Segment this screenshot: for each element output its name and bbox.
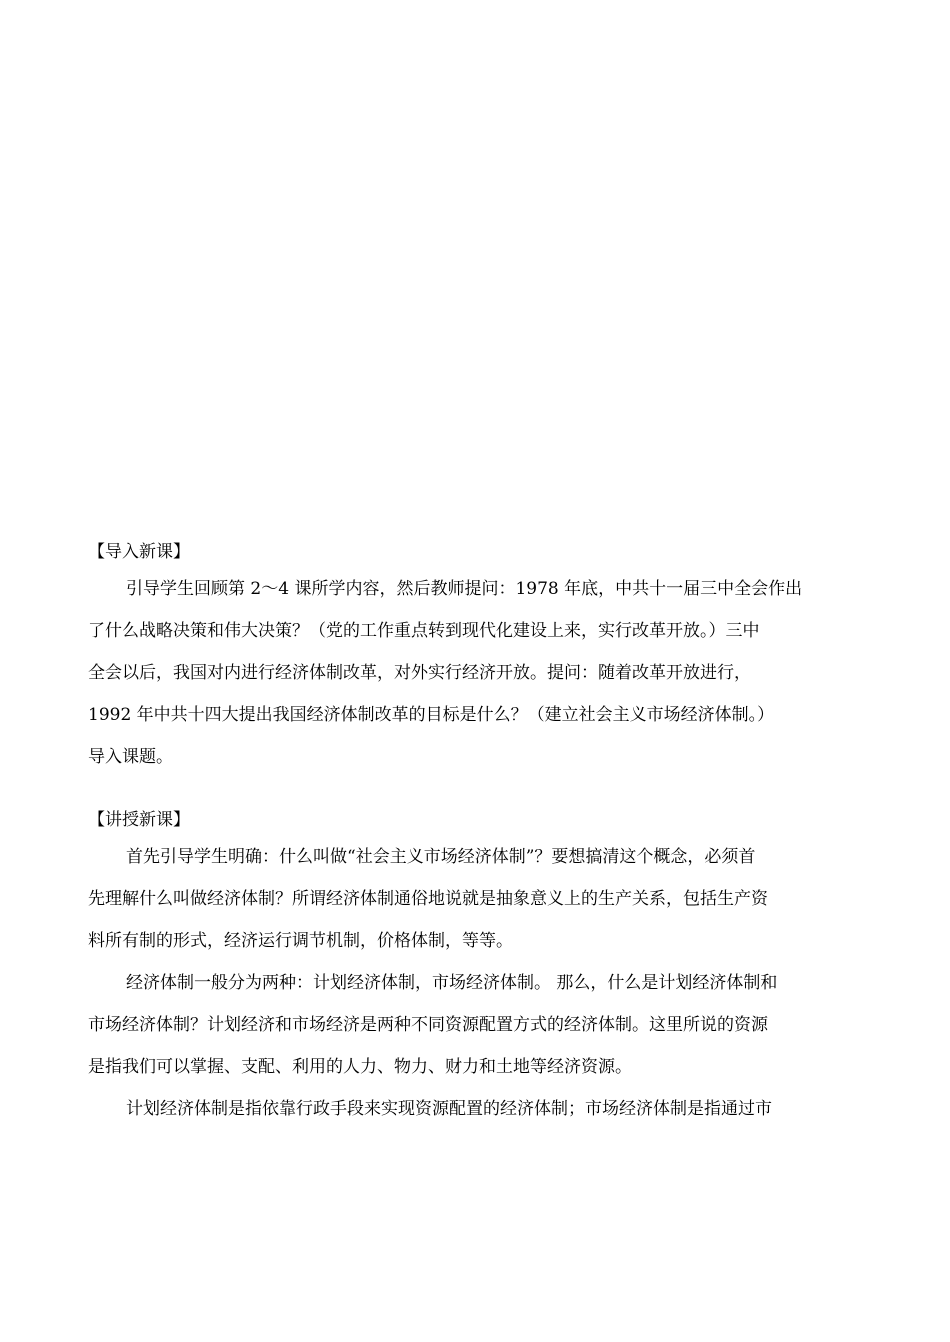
text-line: 全会以后，我国对内进行经济体制改革，对外实行经济开放。提问：随着改革开放进行， [88, 663, 751, 683]
text-line: 先理解什么叫做经济体制？所谓经济体制通俗地说就是抽象意义上的生产关系，包括生产资 [88, 889, 768, 909]
section-heading-intro: 【导入新课】 [88, 542, 190, 562]
text-line: 计划经济体制是指依靠行政手段来实现资源配置的经济体制；市场经济体制是指通过市 [126, 1099, 772, 1119]
text-line: 料所有制的形式，经济运行调节机制，价格体制，等等。 [88, 931, 513, 951]
text-line: 经济体制一般分为两种：计划经济体制，市场经济体制。 那么，什么是计划经济体制和 [126, 973, 778, 993]
lecture-paragraph-2 [88, 962, 864, 1088]
text-line: 了什么战略决策和伟大决策？（党的工作重点转到现代化建设上来，实行改革开放。）三中 [88, 621, 760, 641]
text-line: 引导学生回顾第 2～4 课所学内容，然后教师提问：1978 年底，中共十一届三中全会作出 [126, 579, 803, 599]
text-line: 是指我们可以掌握、支配、利用的人力、物力、财力和土地等经济资源。 [88, 1057, 632, 1077]
text-line: 首先引导学生明确：什么叫做“社会主义市场经济体制”？要想搞清这个概念，必须首 [126, 847, 756, 867]
text-line: 导入课题。 [88, 747, 173, 767]
section-heading-lecture: 【讲授新课】 [88, 810, 190, 830]
intro-paragraph [88, 568, 864, 778]
text-line: 市场经济体制？计划经济和市场经济是两种不同资源配置方式的经济体制。这里所说的资源 [88, 1015, 768, 1035]
text-line: 1992 年中共十四大提出我国经济体制改革的目标是什么？（建立社会主义市场经济体制。） [88, 705, 775, 725]
document-body [88, 540, 864, 1130]
lecture-paragraph-3 [88, 1088, 864, 1130]
lecture-paragraph-1 [88, 836, 864, 962]
